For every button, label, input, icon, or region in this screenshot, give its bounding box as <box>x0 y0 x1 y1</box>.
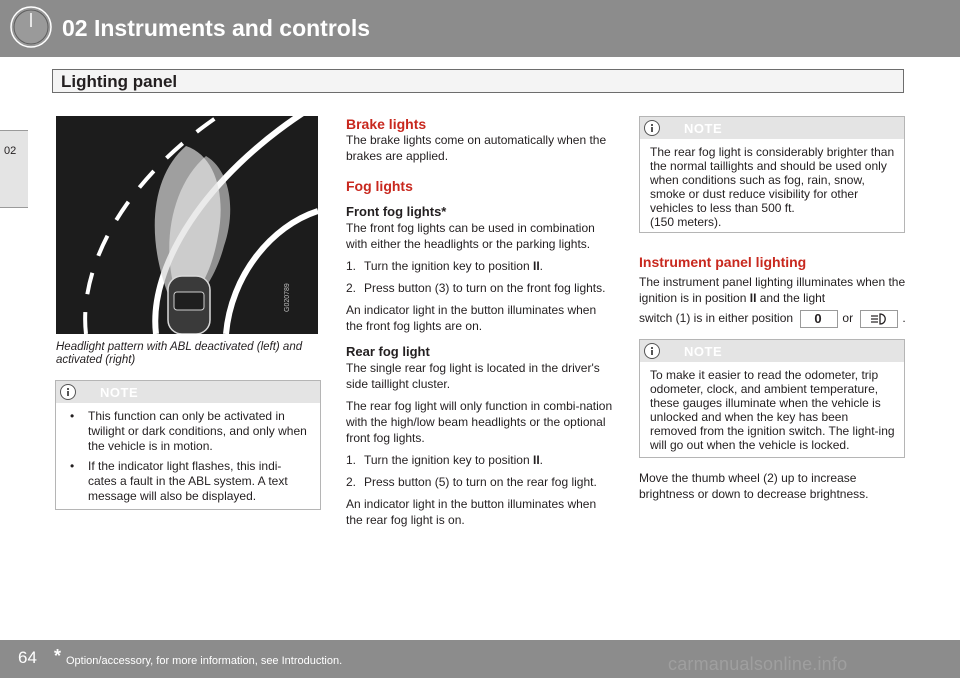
step-item: 1. Turn the ignition key to position II. <box>346 453 543 467</box>
page-number: 64 <box>18 648 37 667</box>
right-column <box>639 254 907 328</box>
note-item: • If the indicator light flashes, this indi-cates a fault in the ABL system. A text message will also be displayed. <box>68 459 310 504</box>
note-header <box>640 340 904 362</box>
headlight-illustration <box>56 116 318 334</box>
note-list <box>68 409 310 509</box>
step-item: 1. Turn the ignition key to position II. <box>346 259 543 273</box>
front-fog-text: The front fog lights can be used in combination with either the headlights or the parking lights. <box>346 221 595 251</box>
brake-lights-heading: Brake lights <box>346 116 427 132</box>
info-icon <box>644 120 660 136</box>
rear-fog-indicator-text: An indicator light in the button illuminates when the rear fog light is on. <box>346 497 597 527</box>
instrument-lighting-heading: Instrument panel lighting <box>639 254 807 270</box>
section-title-bar <box>52 69 904 93</box>
figure-code: G020789 <box>284 283 291 312</box>
chapter-side-tab <box>0 130 28 208</box>
footnote-asterisk: * <box>54 646 62 666</box>
rear-fog-text-1: The single rear fog light is located in the driver's side taillight cluster. <box>346 361 600 391</box>
step-item: 2. Press button (3) to turn on the front fog lights. <box>346 281 606 295</box>
fog-lights-heading: Fog lights <box>346 178 413 194</box>
rear-fog-steps <box>346 452 614 490</box>
thumb-wheel-text: Move the thumb wheel (2) up to increase brightness or down to decrease brightness. <box>639 471 869 501</box>
headlight-icon <box>861 311 897 327</box>
footer-bar <box>0 640 960 678</box>
front-fog-indicator-text: An indicator light in the button illuminates when the front fog lights are on. <box>346 303 597 333</box>
note-header <box>640 117 904 139</box>
info-icon <box>60 384 76 400</box>
rear-fog-text-2: The rear fog light will only function in combi-nation with the high/low beam headlights or the optional front fog lights. <box>346 399 613 445</box>
headlight-switch-icon <box>860 310 898 328</box>
brake-lights-text: The brake lights come on automatically when the brakes are applied. <box>346 133 607 163</box>
switch-position-zero: 0 <box>800 310 838 328</box>
note-header <box>56 381 320 403</box>
front-fog-steps <box>346 258 614 296</box>
figure-caption: Headlight pattern with ABL deactivated (left) and activated (right) <box>56 341 303 366</box>
note-label: NOTE <box>100 385 139 400</box>
note-label: NOTE <box>684 344 723 359</box>
step-item: 2. Press button (5) to turn on the rear fog light. <box>346 475 597 489</box>
note-item: • This function can only be activated in twilight or dark conditions, and only when the vehicle is in motion. <box>68 409 310 454</box>
footnote-text: Option/accessory, for more information, see Introduction. <box>66 655 343 667</box>
note-label: NOTE <box>684 121 723 136</box>
instrument-lighting-switch-text: switch (1) is in either position 0 or . <box>639 311 906 326</box>
watermark: carmanualsonline.info <box>668 654 848 674</box>
note-box-rear-fog <box>639 116 905 233</box>
rear-fog-heading: Rear fog light <box>346 344 430 359</box>
chapter-title: 02 Instruments and controls <box>62 15 371 41</box>
middle-column <box>346 116 614 528</box>
front-fog-heading: Front fog lights* <box>346 204 447 219</box>
instrument-lighting-text: The instrument panel lighting illuminates when the ignition is in position II and the light <box>639 275 906 305</box>
header-bar <box>0 0 960 57</box>
note-box-abl <box>55 380 321 510</box>
gauge-icon <box>8 4 54 50</box>
note-box-gauges <box>639 339 905 458</box>
headlight-pattern-figure <box>56 116 318 334</box>
info-icon <box>644 343 660 359</box>
chapter-tab-label: 02 <box>4 145 17 157</box>
section-title: Lighting panel <box>61 72 178 91</box>
note-text: To make it easier to read the odometer, trip odometer, clock, and ambient temperature, these gauges illuminate when the vehicle is unlocked and when the key has been removed from the ignition switch. The light-ing will go out when the vehicle is locked. <box>650 368 895 452</box>
note-text: The rear fog light is considerably brighter than the normal taillights and should be used only when conditions such as fog, rain, snow, smoke or dust reduce visibility for other vehicles to less than 500 ft. (150 meters). <box>650 145 895 229</box>
